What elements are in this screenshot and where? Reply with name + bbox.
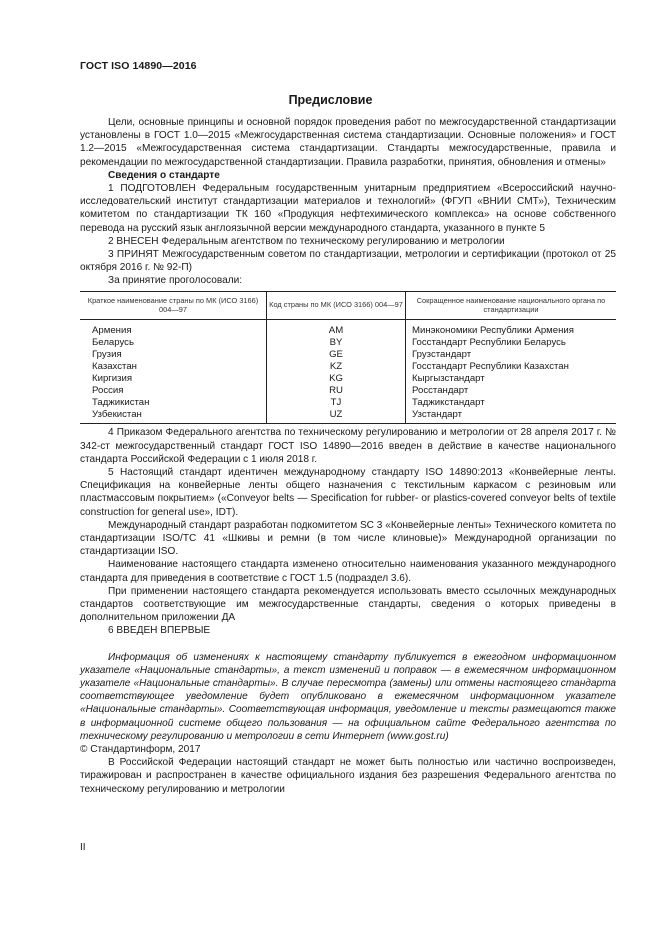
country-name: Армения [92, 324, 132, 336]
table-row [80, 373, 616, 385]
table-header-code: Код страны по МК (ИСО 3166) 004—97 [267, 291, 406, 319]
table-row [80, 385, 616, 397]
country-name: Беларусь [92, 336, 134, 348]
country-code: KG [267, 373, 406, 385]
voting-table [80, 291, 616, 425]
country-code: KZ [267, 361, 406, 373]
references-paragraph: При применении настоящего стандарта рекомендуется использовать вместо ссылочных международных стандартов соответствующие им межгосударственные стандарты, сведения о которых приведены в дополнительном приложении ДА [80, 585, 616, 624]
country-code: TJ [267, 397, 406, 409]
table-row [80, 319, 616, 337]
document-body [80, 116, 616, 796]
table-row [80, 337, 616, 349]
title-change-paragraph: Наименование настоящего стандарта изменено относительно наименования указанного международного стандарта для приведения в соответствие с ГОСТ 1.5 (подраздел 3.6). [80, 559, 616, 584]
intro-paragraph: Цели, основные принципы и основной порядок проведения работ по межгосударственной стандартизации установлены в ГОСТ 1.0—2015 «Межгосударственная система стандартизации. Основные положения» и ГОСТ 1.2—2015 «Межгосударственная система стандартизации. Стандарты межгосударственные, правила и рекомендации по межгосударственной стандартизации. Правила разработки, принятия, обновления и отмены» [80, 117, 616, 168]
info-notice: Информация об изменениях к настоящему стандарту публикуется в ежегодном информационном указателе «Национальные стандарты», а текст изменений и поправок — в ежемесячном информационном указателе «Национальные стандарты». В случае пересмотра (замены) или отмены настоящего стандарта соответствующее уведомление будет опубликовано в ежемесячном информационном указателе «Национальные стандарты». Соответствующая информация, уведомление и тексты размещаются также в информационной системе общего пользования — на официальном сайте Федерального агентства по техническому регулированию и метрологии в сети Интернет (www.gost.ru) [80, 651, 616, 742]
info-notice-block [80, 651, 616, 743]
country-name: Таджикистан [92, 397, 150, 409]
standards-body: Росстандарт [406, 385, 617, 397]
table-header-body: Сокращенное наименование национального органа по стандартизации [406, 291, 617, 319]
item-identical: 5 Настоящий стандарт идентичен международному стандарту ISO 14890:2013 «Конвейерные ленты. Спецификация на конвейерные ленты общего назначения с текстильным каркасом с резиновым или пластмассовым покрытием» («Conveyor belts — Specification for rubber- or plastics-covered conveyor belts of textile construction for general use», IDT). [80, 467, 616, 518]
iso-committee-paragraph: Международный стандарт разработан подкомитетом SC 3 «Конвейерные ленты» Технического комитета по стандартизации ISO/TC 41 «Шкивы и ремни (в том числе клиновые)» Международной организации по стандартизации ISO. [80, 519, 616, 558]
country-code: BY [267, 337, 406, 349]
standards-body: Госстандарт Республики Беларусь [406, 337, 617, 349]
table-row [80, 409, 616, 424]
country-name: Грузия [92, 348, 122, 360]
table-header-country: Краткое наименование страны по МК (ИСО 3166) 004—97 [80, 291, 267, 319]
table-row [80, 361, 616, 373]
country-name: Узбекистан [80, 409, 267, 424]
section-heading: Сведения о стандарте [108, 169, 220, 181]
item-first-introduced: 6 ВВЕДЕН ВПЕРВЫЕ [108, 625, 211, 637]
country-code: GE [267, 349, 406, 361]
standards-body: Минэкономики Республики Армения [406, 319, 617, 337]
page-number: II [80, 842, 86, 853]
table-row [80, 349, 616, 361]
document-header: ГОСТ ISO 14890—2016 [80, 60, 197, 72]
page-title: Предисловие [288, 93, 373, 107]
item-prepared: 1 ПОДГОТОВЛЕН Федеральным государственным унитарным предприятием «Всероссийский научно-исследовательский институт стандартизации материалов и технологий» (ФГУП «ВНИИ СМТ»), Техническим комитетом по стандартизации ТК 160 «Продукция нефтехимического комплекса» на основе собственного перевода на русский язык англоязычной версии международного стандарта, указанного в пункте 5 [80, 183, 616, 234]
country-code: UZ [267, 409, 406, 424]
standards-body: Грузстандарт [406, 349, 617, 361]
standards-body: Кыргызстандарт [406, 373, 617, 385]
table-header-row [80, 291, 616, 319]
item-adopted: 3 ПРИНЯТ Межгосударственным советом по стандартизации, метрологии и сертификации (протокол от 25 октября 2016 г. № 92-П) [80, 249, 616, 274]
standards-body: Таджикстандарт [406, 397, 617, 409]
standards-body: Узстандарт [406, 409, 617, 424]
country-name: Киргизия [92, 373, 133, 385]
item-enacted: 4 Приказом Федерального агентства по техническому регулированию и метрологии от 28 апреля 2017 г. № 342-ст межгосударственный стандарт ГОСТ ISO 14890—2016 введен в действие в качестве национального стандарта Российской Федерации с 1 июля 2018 г. [80, 427, 616, 465]
reproduction-notice: В Российской Федерации настоящий стандарт не может быть полностью или частично воспроизведен, тиражирован и распространен в качестве официального издания без разрешения Федерального агентства по техническому регулированию и метрологии [80, 757, 616, 795]
standards-body: Госстандарт Республики Казахстан [406, 361, 617, 373]
table-row [80, 397, 616, 409]
copyright-line: © Стандартинформ, 2017 [80, 744, 201, 756]
country-code: RU [267, 385, 406, 397]
item-introduced: 2 ВНЕСЕН Федеральным агентством по техническому регулированию и метрологии [108, 235, 505, 247]
voted-label: За принятие проголосовали: [108, 275, 243, 287]
country-name: Казахстан [92, 360, 137, 372]
country-code: AM [267, 319, 406, 337]
country-name: Россия [92, 385, 124, 397]
